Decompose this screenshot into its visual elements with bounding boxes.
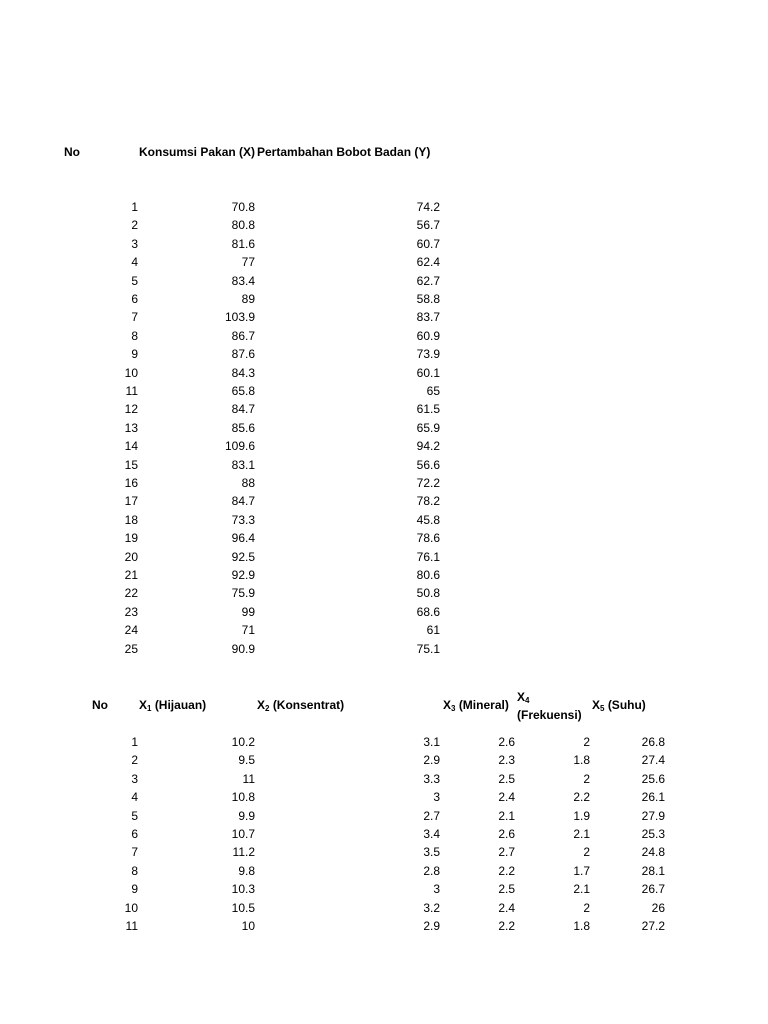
- table1-cell-x: 92.5: [231, 549, 255, 564]
- x4-prefix: X: [517, 690, 526, 704]
- table1-cell-y: 78.6: [416, 531, 440, 546]
- table2-cell-x4: 1.8: [573, 919, 590, 933]
- table1-cell-y: 60.9: [416, 328, 440, 343]
- table2-cell-x1: 9.8: [238, 863, 255, 878]
- table2-cell-x5: 27.9: [641, 808, 665, 823]
- x5-name: (Suhu): [607, 698, 646, 712]
- x3-sub: 3: [451, 704, 456, 713]
- table1-cell-no: 15: [124, 457, 138, 472]
- table1-cell-y: 73.9: [416, 347, 440, 362]
- table1-cell-y: 76.1: [416, 549, 440, 564]
- table1-cell-y: 65: [426, 384, 440, 398]
- table1-cell-x: 73.3: [231, 512, 255, 527]
- table1-cell-y: 56.7: [416, 218, 440, 233]
- table1-cell-no: 3: [131, 236, 138, 251]
- table1-cell-no: 9: [131, 347, 138, 362]
- table1-cell-x: 71: [241, 623, 255, 638]
- table1-cell-no: 6: [131, 292, 138, 306]
- table2-cell-x5: 26: [651, 900, 665, 915]
- table1-cell-no: 20: [124, 549, 138, 564]
- table2-cell-x4: 2.2: [573, 790, 590, 805]
- table2-cell-x1: 10.5: [231, 900, 255, 915]
- table2-cell-x4: 2.1: [573, 827, 590, 841]
- table2-cell-x5: 27.4: [641, 753, 665, 768]
- table1-cell-x: 92.9: [231, 568, 255, 582]
- x5-prefix: X: [592, 698, 601, 712]
- table2-cell-no: 1: [131, 735, 138, 749]
- table1-cell-no: 10: [124, 365, 138, 380]
- table2-cell-x2: 3.3: [423, 771, 440, 786]
- table2-cell-x5: 26.8: [641, 735, 665, 749]
- table1-cell-y: 74.2: [416, 200, 440, 214]
- table1-cell-x: 70.8: [231, 200, 255, 214]
- x4-name: (Frekuensi): [517, 708, 582, 722]
- table2-cell-x3: 2.2: [498, 919, 515, 933]
- x5-sub: 5: [600, 704, 605, 713]
- table1-cell-no: 24: [124, 623, 138, 638]
- table2-cell-x5: 26.1: [641, 790, 665, 805]
- table2-cell-x3: 2.1: [498, 808, 515, 823]
- table1-cell-no: 11: [125, 384, 138, 398]
- table1-cell-x: 109.6: [224, 439, 255, 454]
- table1-header-no: No: [64, 145, 80, 159]
- table2-cell-x4: 2.1: [573, 882, 590, 897]
- x1-name: (Hijauan): [154, 698, 207, 712]
- table2-cell-no: 2: [131, 753, 138, 768]
- table2-cell-x4: 2: [583, 735, 590, 749]
- table1-cell-y: 56.6: [416, 457, 440, 472]
- table2-cell-no: 6: [131, 827, 138, 841]
- table1-cell-x: 88: [241, 476, 255, 490]
- table1-cell-y: 83.7: [416, 310, 440, 325]
- table1-cell-x: 84.7: [231, 494, 255, 509]
- table2-cell-x4: 2: [583, 900, 590, 915]
- table2-header-x4: [517, 690, 582, 722]
- table2-cell-x5: 25.6: [641, 771, 665, 786]
- table2-cell-x4: 1.8: [573, 753, 590, 768]
- table1-cell-no: 14: [124, 439, 138, 454]
- table1-header-y: Pertambahan Bobot Badan (Y): [257, 145, 431, 159]
- table2-header-x2: [257, 698, 344, 716]
- x3-name: (Mineral): [458, 698, 509, 712]
- table1-cell-no: 25: [124, 641, 138, 656]
- table2-cell-x2: 3.4: [423, 827, 440, 841]
- table2-cell-x2: 3: [433, 882, 440, 897]
- table1-cell-no: 21: [124, 568, 138, 582]
- table2-cell-x1: 11.2: [232, 845, 255, 860]
- x1-prefix: X: [139, 698, 148, 712]
- table1-cell-y: 61: [426, 623, 440, 638]
- table2-cell-no: 5: [131, 808, 138, 823]
- table2-cell-x5: 26.7: [641, 882, 665, 897]
- table1-cell-x: 89: [241, 292, 255, 306]
- table2-cell-x2: 3.1: [423, 735, 440, 749]
- table1-cell-y: 75.1: [416, 641, 440, 656]
- table2-header-no: No: [92, 698, 108, 712]
- x3-prefix: X: [443, 698, 452, 712]
- table2-cell-x1: 9.5: [238, 753, 255, 768]
- table2-cell-x2: 2.9: [423, 919, 440, 933]
- table1-cell-x: 84.7: [231, 402, 255, 417]
- table1-cell-no: 22: [124, 586, 138, 601]
- table2-cell-x1: 10.7: [231, 827, 255, 841]
- x2-sub: 2: [265, 704, 270, 713]
- x1-sub: 1: [147, 704, 152, 713]
- table2-header-x5: [592, 698, 646, 716]
- table1-cell-no: 13: [124, 420, 138, 435]
- table1-cell-no: 23: [124, 604, 138, 619]
- table2-cell-x3: 2.5: [498, 771, 515, 786]
- table2-cell-x2: 2.7: [423, 808, 440, 823]
- table1-cell-no: 7: [131, 310, 138, 325]
- table2-cell-x3: 2.2: [498, 863, 515, 878]
- table1-cell-x: 86.7: [231, 328, 255, 343]
- x2-name: (Konsentrat): [272, 698, 345, 712]
- table2-cell-no: 11: [125, 919, 138, 933]
- table2-cell-no: 3: [131, 771, 138, 786]
- table2-cell-x3: 2.6: [498, 735, 515, 749]
- table2-cell-x1: 10.8: [231, 790, 255, 805]
- table2-cell-x1: 10.3: [231, 882, 255, 897]
- table1-cell-x: 96.4: [231, 531, 255, 546]
- table1-cell-no: 2: [131, 218, 138, 233]
- table1-cell-no: 17: [124, 494, 138, 509]
- table1-cell-x: 87.6: [231, 347, 255, 362]
- table1-cell-x: 85.6: [231, 420, 255, 435]
- table1-cell-y: 94.2: [416, 439, 440, 454]
- table2-cell-no: 8: [131, 863, 138, 878]
- table1-cell-x: 99: [241, 604, 255, 619]
- table1-cell-no: 18: [124, 512, 138, 527]
- table1-cell-no: 12: [124, 402, 138, 417]
- table2-cell-x1: 11: [242, 771, 255, 786]
- table2-cell-x3: 2.7: [498, 845, 515, 860]
- table1-cell-x: 80.8: [231, 218, 255, 233]
- table2-cell-x2: 2.8: [423, 863, 440, 878]
- table2-cell-x2: 3.2: [423, 900, 440, 915]
- table2-cell-x4: 2: [583, 771, 590, 786]
- table1-cell-y: 78.2: [416, 494, 440, 509]
- table2-cell-x5: 25.3: [641, 827, 665, 841]
- table2-cell-x1: 10.2: [231, 735, 255, 749]
- table1-cell-no: 5: [131, 273, 138, 288]
- x2-prefix: X: [257, 698, 266, 712]
- table2-cell-x3: 2.5: [498, 882, 515, 897]
- table2-cell-x3: 2.3: [498, 753, 515, 768]
- table1-cell-no: 16: [124, 476, 138, 490]
- table2-cell-x4: 2: [583, 845, 590, 860]
- table1-cell-x: 103.9: [224, 310, 255, 325]
- table2-cell-x4: 1.9: [573, 808, 590, 823]
- table1-cell-y: 60.7: [416, 236, 440, 251]
- table2-cell-x1: 9.9: [238, 808, 255, 823]
- table1-cell-y: 62.7: [416, 273, 440, 288]
- table2-cell-x4: 1.7: [573, 863, 590, 878]
- table2-cell-x5: 28.1: [641, 863, 665, 878]
- table1-cell-x: 84.3: [231, 365, 255, 380]
- table2-cell-no: 7: [131, 845, 138, 860]
- table1-cell-no: 1: [131, 200, 138, 214]
- table2-cell-x2: 2.9: [423, 753, 440, 768]
- table1-cell-y: 61.5: [416, 402, 440, 417]
- table1-cell-y: 68.6: [416, 604, 440, 619]
- table2-cell-x5: 27.2: [641, 919, 665, 933]
- table2-cell-x3: 2.6: [498, 827, 515, 841]
- table1-cell-y: 65.9: [416, 420, 440, 435]
- table1-cell-x: 77: [241, 255, 255, 270]
- table1-cell-x: 83.1: [231, 457, 255, 472]
- table2-cell-no: 4: [131, 790, 138, 805]
- table1-cell-no: 19: [124, 531, 138, 546]
- table2-cell-x5: 24.8: [641, 845, 665, 860]
- table1-cell-x: 65.8: [231, 384, 255, 398]
- table2-cell-x1: 10: [241, 919, 255, 933]
- table1-cell-y: 50.8: [416, 586, 440, 601]
- table2-cell-no: 9: [131, 882, 138, 897]
- table1-cell-y: 60.1: [416, 365, 440, 380]
- table1-cell-y: 45.8: [416, 512, 440, 527]
- table1-cell-y: 72.2: [416, 476, 440, 490]
- table1-cell-y: 62.4: [416, 255, 440, 270]
- table2-cell-x3: 2.4: [498, 900, 515, 915]
- table1-cell-y: 58.8: [416, 292, 440, 306]
- table1-cell-x: 75.9: [231, 586, 255, 601]
- table1-cell-y: 80.6: [416, 568, 440, 582]
- table2-cell-x3: 2.4: [498, 790, 515, 805]
- table1-cell-x: 81.6: [231, 236, 255, 251]
- table2-cell-x2: 3: [433, 790, 440, 805]
- table1-header-x: Konsumsi Pakan (X): [139, 145, 256, 159]
- table1-cell-no: 8: [131, 328, 138, 343]
- table2-cell-x2: 3.5: [423, 845, 440, 860]
- table1-cell-x: 83.4: [231, 273, 255, 288]
- x4-sub: 4: [525, 696, 530, 705]
- table2-cell-no: 10: [124, 900, 138, 915]
- table1-cell-no: 4: [131, 255, 138, 270]
- table1-cell-x: 90.9: [231, 641, 255, 656]
- table2-header-x3: [443, 698, 509, 716]
- table2-header-x1: [139, 698, 206, 716]
